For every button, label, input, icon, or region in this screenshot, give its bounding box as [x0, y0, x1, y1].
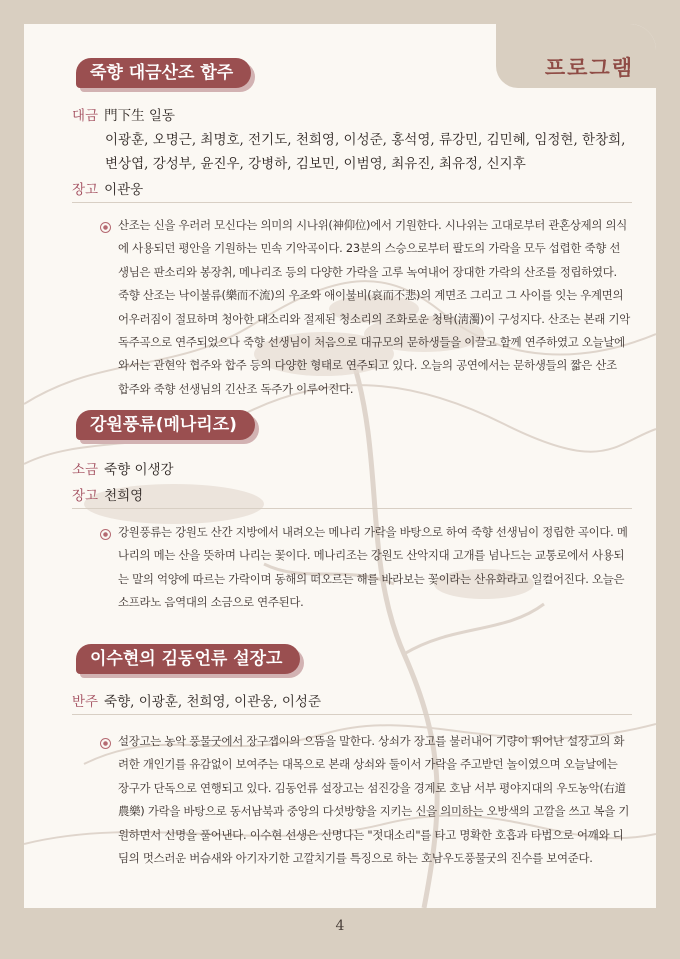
credit-line: [72, 104, 175, 124]
program-page: [24, 24, 656, 908]
program-tab-label: 프로그램: [544, 56, 634, 80]
credit-line: [72, 178, 143, 198]
section-description: 설장고는 농악 풍물굿에서 장구잽이의 으뜸을 말한다. 상쇠가 장고를 불러내어 기량이 뛰어난 설장고의 화려한 개인기를 유감없이 보여주는 대목으로 본래 상쇠와 둘이서 가락을 주고받던 놀이였으며 오늘날에는 장구가 단독으로 연행되고 있다. 김동언류 설장고는 섬진강을 경계로 호남 서부 평야지대의 우도농악(右道農樂) 가락을 바탕으로 동서남북과 중앙의 다섯방향을 지키는 신을 의미하는 오방색의 고깔을 쓰고 복을 기원하면서 신명을 풀어낸다. 이수현 선생은 신명나는 "젓대소리"를 타고 명확한 호흡과 타법으로 어깨와 디딤의 멋스러운 버슴새와 아기자기한 고깔치기를 특징으로 하는 호남우도풍물굿의 진수를 보여준다.: [118, 734, 630, 866]
bullet-icon: [100, 738, 111, 749]
section-title-daegeum-sanjo: 죽향 대금산조 합주: [76, 58, 251, 88]
divider: [72, 202, 632, 203]
credit-role: 반주: [72, 694, 99, 710]
credit-names: 죽향 이생강: [104, 462, 174, 478]
section-description: 산조는 신을 우러러 모신다는 의미의 시나위(神仰位)에서 기원한다. 시나위는 고대로부터 관혼상제의 의식에 사용되던 평안을 기원하는 민속 기악곡이다. 23분의 스승으로부터 팔도의 가락을 모두 섭렵한 죽향 선생님은 판소리와 봉장취, 메나리조 등의 다양한 가락을 고루 녹여내어 장대한 가락의 산조를 정립하였다. 죽향 산조는 낙이불류(樂而不流)의 우조와 애이불비(哀而不悲)의 계면조 그리고 그 사이를 잇는 우계면의 어우러짐이 절묘하며 청아한 대소리와 절제된 청소리의 조화로운 청탁(淸濁)이 구성지다. 산조는 본래 기악독주곡으로 연주되었으나 죽향 선생님이 처음으로 대규모의 문하생들을 이끌고 함께 연주하였고 오늘날에 와서는 관현악 협주와 합주 등의 다양한 형태로 연주되고 있다. 오늘의 공연에서는 문하생들의 짧은 산조 합주와 죽향 선생님의 긴산조 독주가 이루어진다.: [118, 218, 631, 396]
credit-role: 대금: [72, 108, 99, 124]
credit-line: [72, 484, 143, 504]
credit-role: 소금: [72, 462, 99, 478]
divider: [72, 508, 632, 509]
page-number: 4: [335, 918, 345, 934]
section-description: 강원풍류는 강원도 산간 지방에서 내려오는 메나리 가락을 바탕으로 하여 죽향 선생님이 정립한 곡이다. 메나리의 메는 산을 뜻하며 나리는 꽃이다. 메나리조는 강원도 산악지대 고개를 넘나드는 교통로에서 사용되는 말의 억양에 따르는 가락이며 동해의 떠오르는 해를 바라보는 꽃이라는 산유화라고 일컬어진다. 오늘은 소프라노 음역대의 소금으로 연주된다.: [118, 525, 628, 610]
credit-line: [105, 128, 625, 148]
credit-line: [72, 690, 321, 710]
credit-line: [105, 152, 526, 172]
credit-names: 이관웅: [104, 182, 144, 198]
credit-names: 변상엽, 강성부, 윤진우, 강병하, 김보민, 이범영, 최유진, 최유정, 신지후: [105, 156, 526, 172]
section-title-gangwon-pungryu: 강원풍류(메나리조): [76, 410, 255, 440]
credit-names: 천희영: [104, 488, 144, 504]
credit-role: 장고: [72, 488, 99, 504]
credit-names: 죽향, 이광훈, 천희영, 이관웅, 이성준: [104, 694, 321, 710]
credit-line: [72, 458, 174, 478]
credit-names: 門下生 일동: [104, 108, 175, 124]
bullet-icon: [100, 222, 111, 233]
bullet-icon: [100, 529, 111, 540]
divider: [72, 714, 632, 715]
credit-names: 이광훈, 오명근, 최명호, 전기도, 천희영, 이성준, 홍석영, 류강민, 김민혜, 임정현, 한창희,: [105, 132, 626, 148]
credit-role: 장고: [72, 182, 99, 198]
section-title-seoljanggo: 이수현의 김동언류 설장고: [76, 644, 300, 674]
